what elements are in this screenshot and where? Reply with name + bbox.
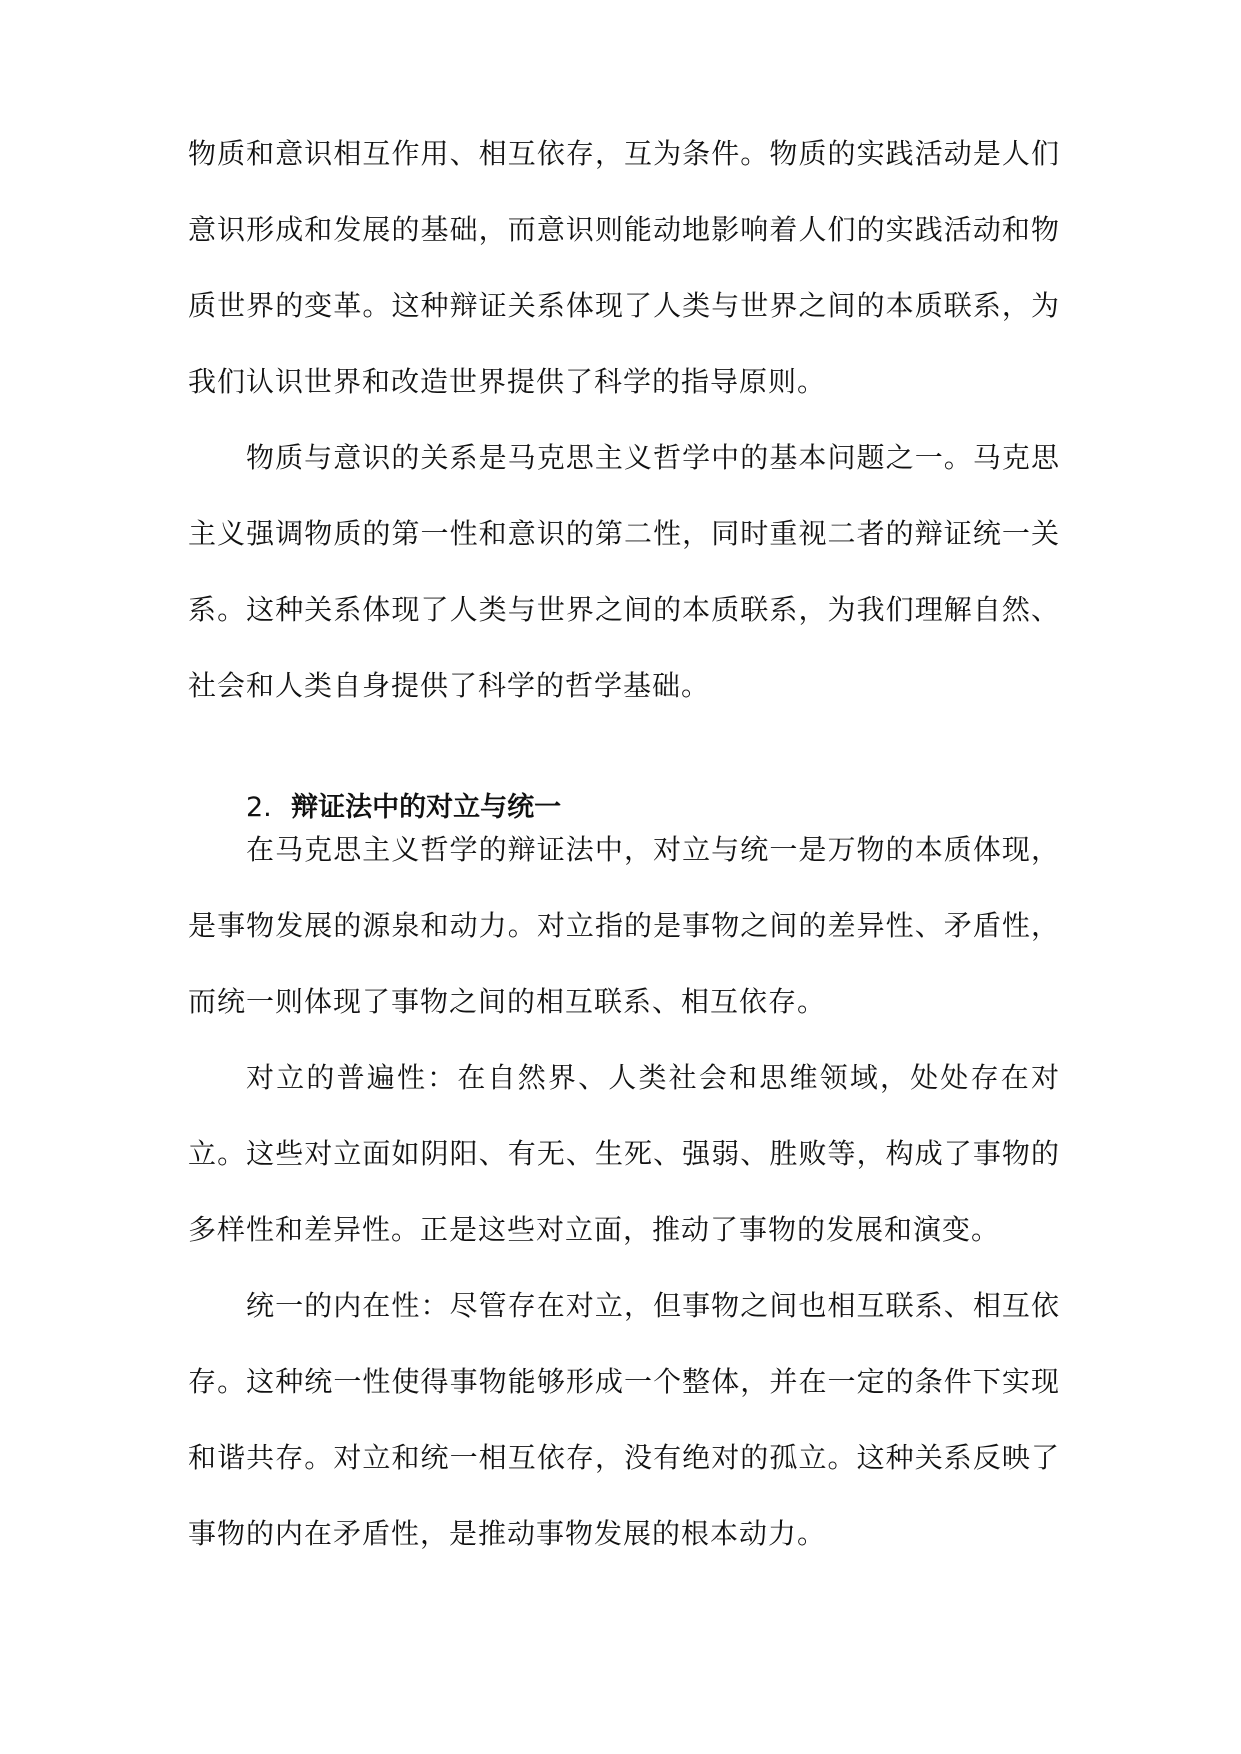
- paragraph-matter-consciousness-interaction: 物质和意识相互作用、相互依存，互为条件。物质的实践活动是人们意识形成和发展的基础，而意识则能动地影响着人们的实践活动和物质世界的变革。这种辩证关系体现了人类与世界之间的本质联系，为我们认识世界和改造世界提供了科学的指导原则。: [188, 137, 1060, 398]
- section-title: 辩证法中的对立与统一: [291, 792, 562, 823]
- paragraph-universality-of-opposition: 对立的普遍性：在自然界、人类社会和思维领域，处处存在对立。这些对立面如阴阳、有无、生死、强弱、胜败等，构成了事物的多样性和差异性。正是这些对立面，推动了事物的发展和演变。: [188, 1061, 1060, 1246]
- paragraph-dialectics-intro: 在马克思主义哲学的辩证法中，对立与统一是万物的本质体现，是事物发展的源泉和动力。对立指的是事物之间的差异性、矛盾性，而统一则体现了事物之间的相互联系、相互依存。: [188, 833, 1060, 1018]
- lower-text-block: [188, 812, 1060, 1572]
- paragraph-inherent-unity: 统一的内在性：尽管存在对立，但事物之间也相互联系、相互依存。这种统一性使得事物能够形成一个整体，并在一定的条件下实现和谐共存。对立和统一相互依存，没有绝对的孤立。这种关系反映了事物的内在矛盾性，是推动事物发展的根本动力。: [188, 1289, 1060, 1550]
- upper-text-block: [188, 116, 1060, 724]
- section-number: 2.: [246, 792, 272, 823]
- paragraph-matter-consciousness-relation: 物质与意识的关系是马克思主义哲学中的基本问题之一。马克思主义强调物质的第一性和意识的第二性，同时重视二者的辩证统一关系。这种关系体现了人类与世界之间的本质联系，为我们理解自然、社会和人类自身提供了科学的哲学基础。: [188, 441, 1060, 702]
